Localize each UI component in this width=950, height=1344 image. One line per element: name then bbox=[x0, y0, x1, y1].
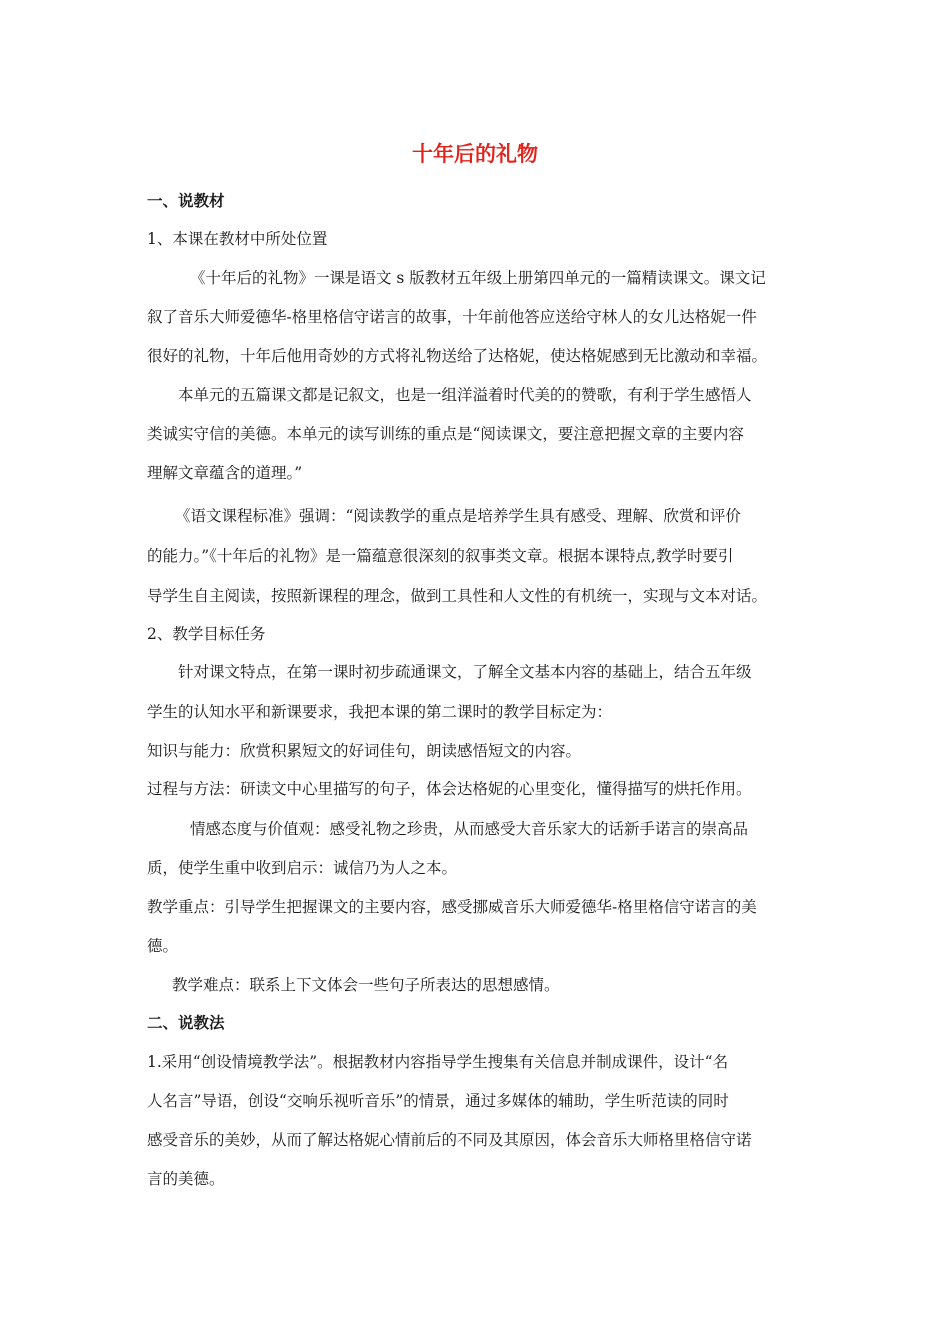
subheading-goals: 2、教学目标任务 bbox=[147, 625, 266, 643]
section-heading-method: 二、说教法 bbox=[147, 1014, 225, 1032]
paragraph-line: 很好的礼物，十年后他用奇妙的方式将礼物送给了达格妮，使达格妮感到无比激动和幸福。 bbox=[147, 347, 768, 365]
paragraph-line: 本单元的五篇课文都是记叙文，也是一组洋溢着时代美的的赞歌，有利于学生感悟人 bbox=[178, 386, 752, 404]
paragraph-line: 《十年后的礼物》一课是语文 s 版教材五年级上册第四单元的一篇精读课文。课文记 bbox=[190, 269, 766, 287]
paragraph-line: 教学重点：引导学生把握课文的主要内容，感受挪威音乐大师爱德华-格里格信守诺言的美 bbox=[147, 898, 757, 916]
paragraph-line: 过程与方法：研读文中心里描写的句子，体会达格妮的心里变化，懂得描写的烘托作用。 bbox=[147, 780, 752, 798]
paragraph-line: 质，使学生重中收到启示：诚信乃为人之本。 bbox=[147, 859, 458, 877]
paragraph-line: 导学生自主阅读，按照新课程的理念，做到工具性和人文性的有机统一，实现与文本对话。 bbox=[147, 587, 768, 605]
paragraph-line: 人名言”导语，创设“交响乐视听音乐”的情景，通过多媒体的辅助，学生听范读的同时 bbox=[147, 1092, 729, 1110]
paragraph-line: 感受音乐的美妙，从而了解达格妮心情前后的不同及其原因，体会音乐大师格里格信守诺 bbox=[147, 1131, 752, 1149]
paragraph-line: 叙了音乐大师爱德华-格里格信守诺言的故事，十年前他答应送给守林人的女儿达格妮一件 bbox=[147, 308, 757, 326]
paragraph-line: 理解文章蕴含的道理。” bbox=[147, 464, 303, 482]
paragraph-line: 1.采用“创设情境教学法”。根据教材内容指导学生搜集有关信息并制成课件，设计“名 bbox=[147, 1053, 729, 1071]
paragraph-line: 《语文课程标准》强调：“阅读教学的重点是培养学生具有感受、理解、欣赏和评价 bbox=[175, 507, 741, 525]
paragraph-line: 言的美德。 bbox=[147, 1170, 225, 1188]
document-title: 十年后的礼物 bbox=[412, 142, 538, 166]
subheading-position: 1、本课在教材中所处位置 bbox=[147, 230, 328, 248]
paragraph-line: 德。 bbox=[147, 937, 179, 955]
paragraph-line: 针对课文特点，在第一课时初步疏通课文，了解全文基本内容的基础上，结合五年级 bbox=[178, 663, 752, 681]
paragraph-line: 类诚实守信的美德。本单元的读写训练的重点是“阅读课文，要注意把握文章的主要内容 bbox=[147, 425, 744, 443]
paragraph-line: 教学难点：联系上下文体会一些句子所表达的思想感情。 bbox=[172, 976, 560, 994]
paragraph-line: 情感态度与价值观：感受礼物之珍贵，从而感受大音乐家大的话新手诺言的崇高品 bbox=[190, 820, 749, 838]
paragraph-line: 的能力。”《十年后的礼物》是一篇蕴意很深刻的叙事类文章。根据本课特点,教学时要引 bbox=[147, 547, 734, 565]
paragraph-line: 知识与能力：欣赏积累短文的好词佳句，朗读感悟短文的内容。 bbox=[147, 742, 582, 760]
paragraph-line: 学生的认知水平和新课要求，我把本课的第二课时的教学目标定为： bbox=[147, 703, 613, 721]
section-heading-textbook: 一、说教材 bbox=[147, 192, 225, 210]
